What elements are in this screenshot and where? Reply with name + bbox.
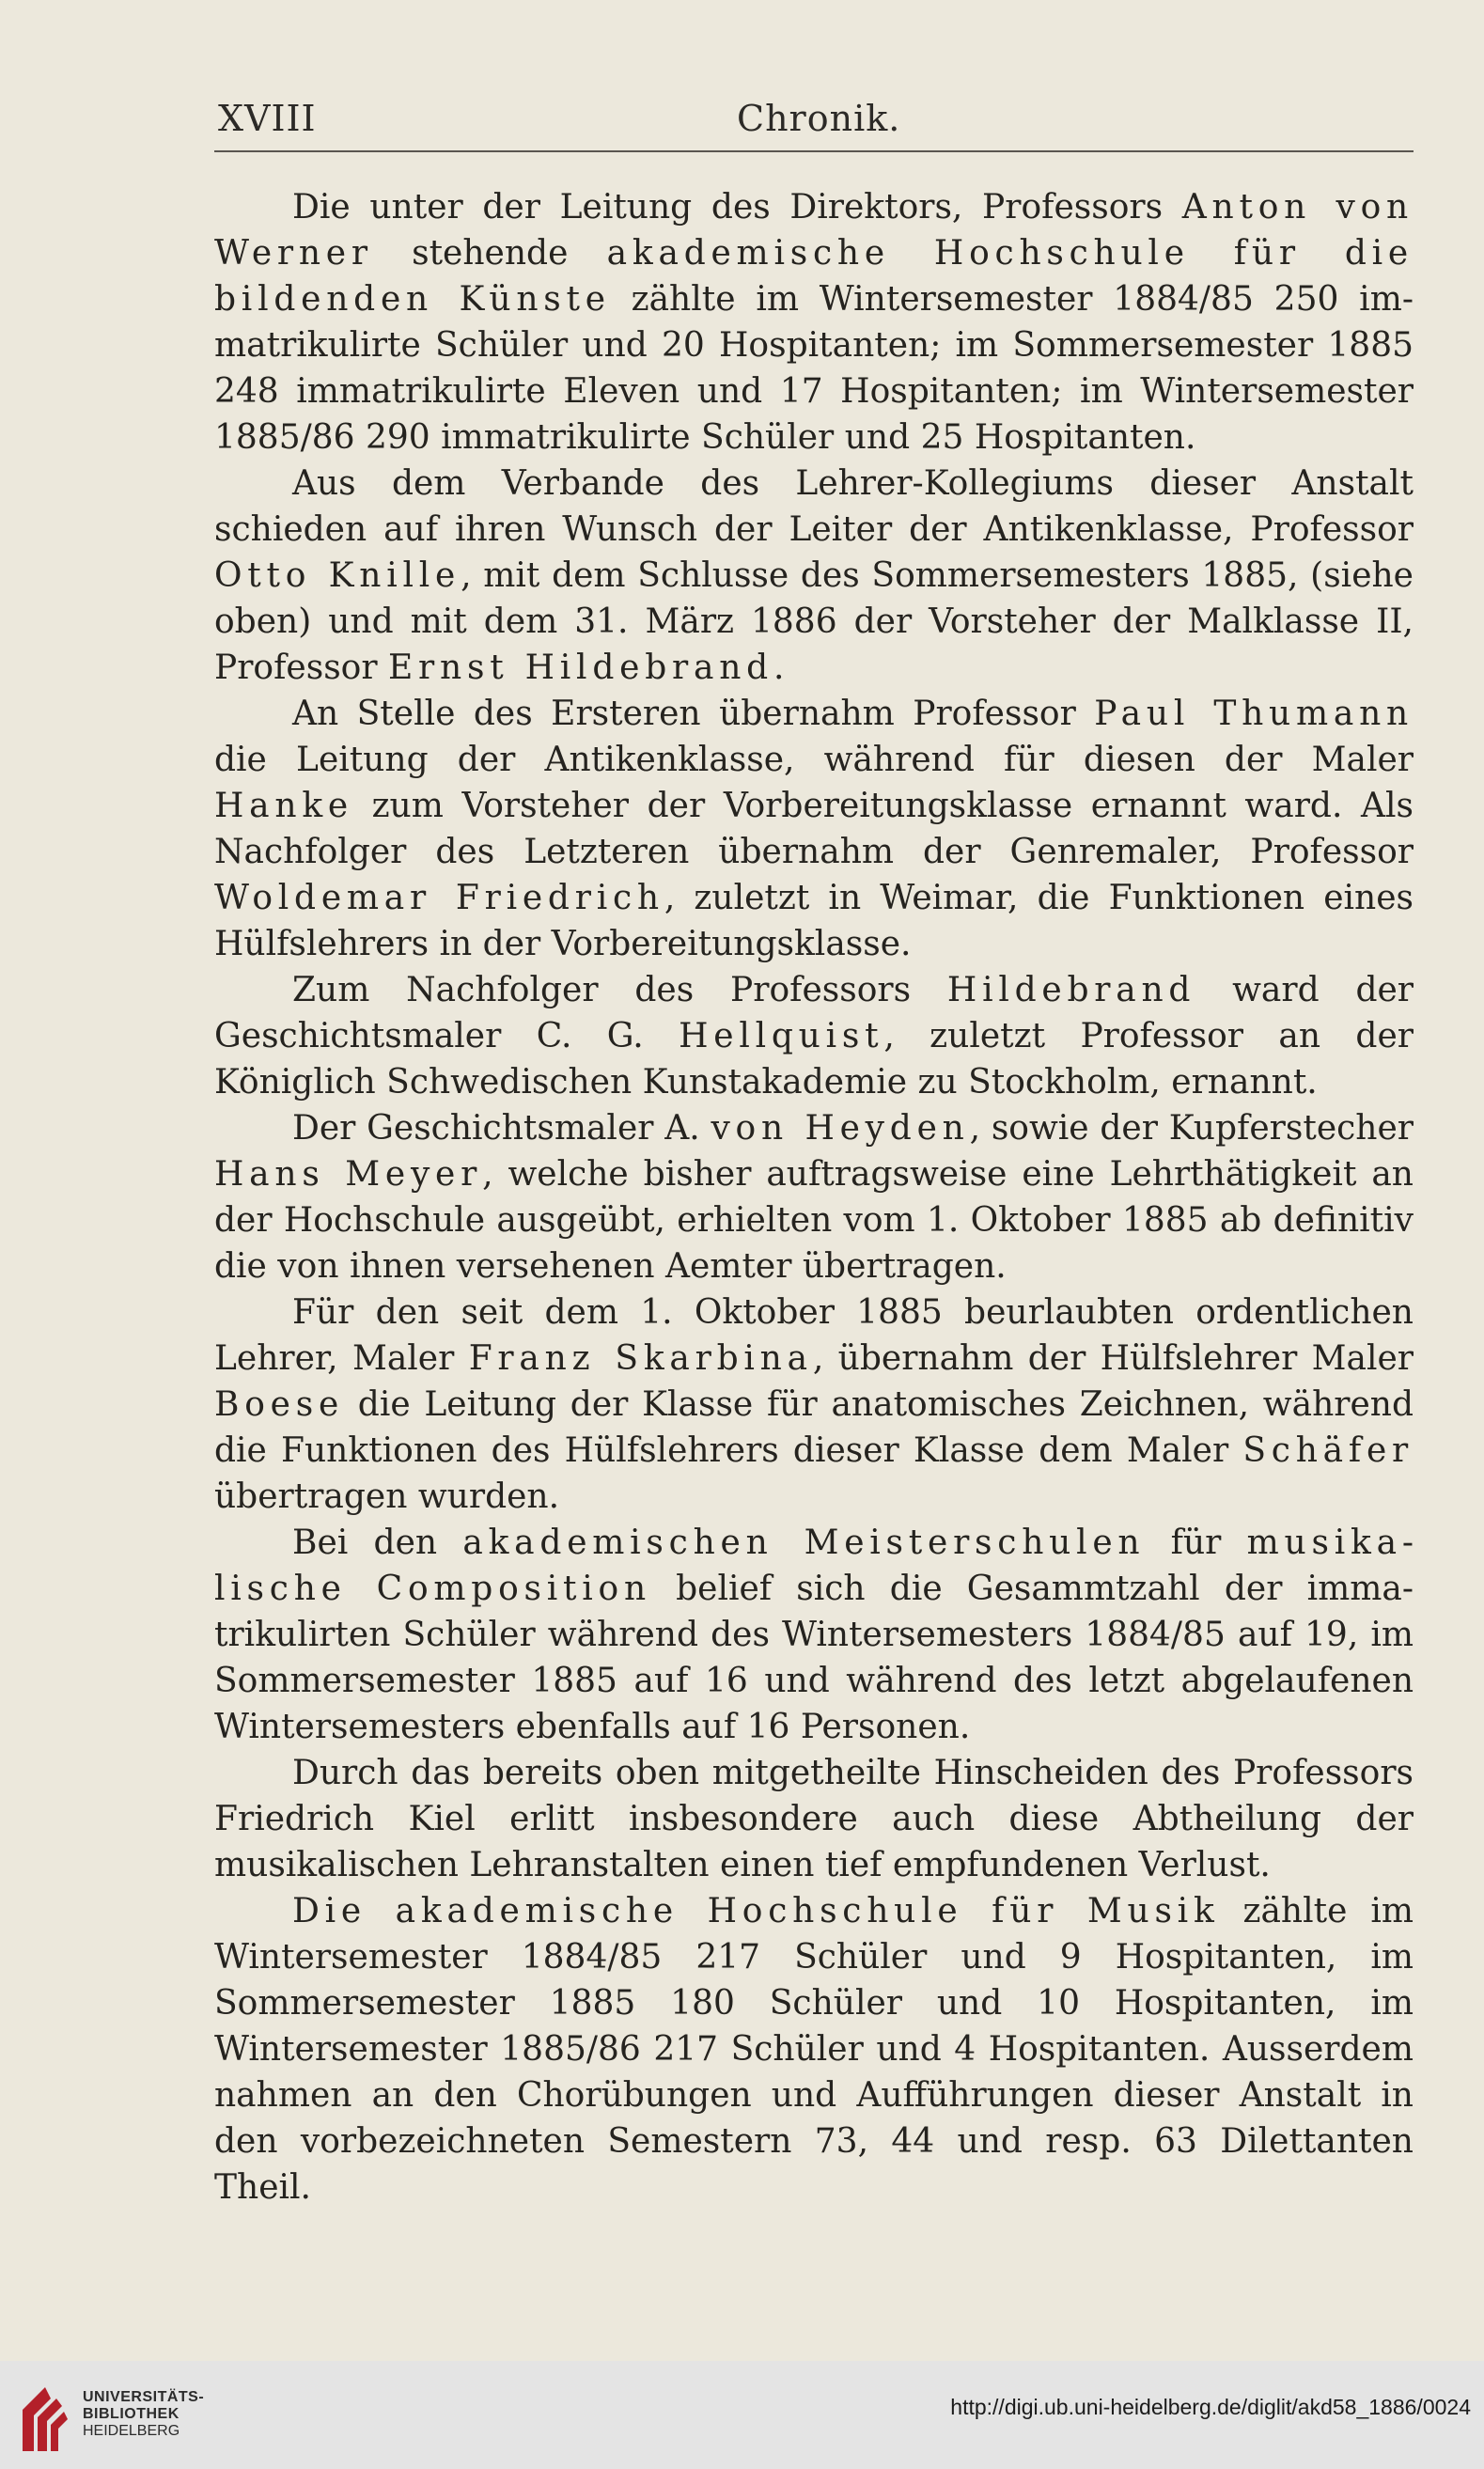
spaced-name: Hans Meyer bbox=[214, 1155, 483, 1194]
text-run: ward der Geschichtsmaler C. G. bbox=[214, 971, 1414, 1055]
spaced-name: Otto Knille bbox=[214, 556, 461, 595]
text-run: , mit dem Schlusse des Sommersemesters 1885, (siehe oben) und mit dem 31. März 1886 der Vorsteher der Malklasse II, Professor bbox=[214, 556, 1414, 687]
text-run: , welche bisher auftragsweise eine Lehrthätigkeit an der Hochschule ausgeübt, erhielten vom 1. Oktober 1885 ab definitiv die von ihnen versehenen Aemter übertragen. bbox=[214, 1155, 1414, 1286]
header-rule bbox=[214, 150, 1414, 152]
spaced-name: akademische Hochschule für die bildenden Künste bbox=[214, 234, 1414, 319]
source-url[interactable]: http://digi.ub.uni-heidelberg.de/diglit/akd58_1886/0024 bbox=[950, 2395, 1471, 2419]
text-run: belief sich die Gesammtzahl der immatrikulirten Schüler während des Wintersemesters 1884/85 auf 19, im Sommersemester 1885 auf 16 und während des letzt abgelaufenen Wintersemesters ebenfalls auf 16 Personen. bbox=[214, 1570, 1414, 1746]
spaced-name: Schäfer bbox=[1242, 1431, 1414, 1470]
spaced-name: Franz Skarbina bbox=[468, 1339, 813, 1378]
paragraph bbox=[214, 1750, 1414, 1888]
paragraph bbox=[214, 1888, 1414, 2211]
text-run: Zum Nachfolger des Professors bbox=[292, 971, 947, 1009]
spaced-name: Anton von Werner bbox=[214, 188, 1414, 273]
text-run: An Stelle des Ersteren übernahm Professor bbox=[292, 695, 1095, 733]
spaced-name: Ernst Hildebrand bbox=[388, 649, 773, 687]
spaced-name: Die akademische Hochschule für Musik bbox=[292, 1892, 1220, 1930]
logo-line-2: BIBLIOTHEK bbox=[83, 2406, 180, 2422]
spaced-name: Boese bbox=[214, 1385, 345, 1424]
text-run: stehende bbox=[372, 234, 607, 273]
text-run: die Leitung der Antikenklasse, während für diesen der Maler bbox=[214, 741, 1414, 779]
text-run: die Leitung der Klasse für anatomisches Zeichnen, während die Funktionen des Hülfslehrers dieser Klasse dem Maler bbox=[214, 1385, 1414, 1470]
spaced-name: Paul Thumann bbox=[1094, 695, 1414, 733]
text-run: , übernahm der Hülfslehrer Maler bbox=[812, 1339, 1414, 1378]
text-run: übertragen wurden. bbox=[214, 1477, 560, 1516]
text-run: zum Vorsteher der Vorbereitungsklasse ernannt ward. Als Nachfolger des Letzteren übernahm der Genremaler, Professor bbox=[214, 787, 1414, 871]
page-number: XVIII bbox=[218, 98, 317, 139]
spaced-name: akademischen Meisterschulen bbox=[462, 1524, 1146, 1562]
spaced-name: Hellquist bbox=[679, 1017, 884, 1055]
spaced-name: von Heyden bbox=[711, 1109, 970, 1148]
text-run: Aus dem Verbande des Lehrer-Kollegiums dieser Anstalt schieden auf ihren Wunsch der Leiter der Antikenklasse, Professor bbox=[214, 464, 1414, 549]
library-logo-icon bbox=[17, 2383, 70, 2455]
paragraph bbox=[214, 1105, 1414, 1289]
spaced-name: Hildebrand bbox=[946, 971, 1196, 1009]
paragraph bbox=[214, 967, 1414, 1105]
text-run: Durch das bereits oben mitgetheilte Hinscheiden des Professors Friedrich Kiel erlitt insbesondere auch diese Abtheilung der musikalischen Lehranstalten einen tief empfundenen Verlust. bbox=[214, 1754, 1414, 1884]
text-run: zählte im Wintersemester 1884/85 250 immatrikulirte Schüler und 20 Hospitanten; im Sommersemester 1885 248 immatrikulirte Eleven und 17 Hospitanten; im Wintersemester 1885/86 290 immatrikulirte Schüler und 25 Hospitanten. bbox=[214, 280, 1414, 457]
footer-bar bbox=[0, 2361, 1484, 2469]
body-text bbox=[214, 184, 1414, 2211]
paragraph bbox=[214, 691, 1414, 967]
paragraph bbox=[214, 461, 1414, 691]
spaced-name: musikalische Composition bbox=[214, 1524, 1414, 1608]
text-run: Die unter der Leitung des Direktors, Professors bbox=[292, 188, 1182, 227]
spaced-name: Hanke bbox=[214, 787, 353, 825]
library-logo-text bbox=[83, 2389, 204, 2440]
paragraph bbox=[214, 1289, 1414, 1520]
text-run: . bbox=[773, 649, 785, 687]
text-run: , sowie der Kupferstecher bbox=[969, 1109, 1414, 1148]
logo-line-1: UNIVERSITÄTS- bbox=[83, 2389, 205, 2405]
text-run: zählte im Wintersemester 1884/85 217 Schüler und 9 Hospitanten, im Sommersemester 1885 180 Schüler und 10 Hospitanten, im Wintersemester 1885/86 217 Schüler und 4 Hospitanten. Ausserdem nahmen an den Chorübungen und Aufführungen dieser Anstalt in den vorbezeichneten Semestern 73, 44 und resp. 63 Dilettanten Theil. bbox=[214, 1892, 1414, 2207]
logo-line-3: HEIDELBERG bbox=[83, 2423, 180, 2439]
running-head bbox=[218, 98, 1412, 150]
text-run: für bbox=[1145, 1524, 1247, 1562]
text-run: , zuletzt in Weimar, die Funktionen eines Hülfslehrers in der Vorbereitungsklasse. bbox=[214, 879, 1414, 963]
text-run: , zuletzt Professor an der Königlich Schwedischen Kunstakademie zu Stockholm, ernannt. bbox=[214, 1017, 1414, 1102]
paragraph bbox=[214, 184, 1414, 461]
spaced-name: Woldemar Friedrich bbox=[214, 879, 664, 917]
text-run: Bei den bbox=[292, 1524, 463, 1562]
running-title: Chronik. bbox=[737, 98, 901, 139]
text-run: Für den seit dem 1. Oktober 1885 beurlaubten ordentlichen Lehrer, Maler bbox=[214, 1293, 1414, 1378]
text-run: Der Geschichtsmaler A. bbox=[292, 1109, 711, 1148]
paragraph bbox=[214, 1520, 1414, 1750]
